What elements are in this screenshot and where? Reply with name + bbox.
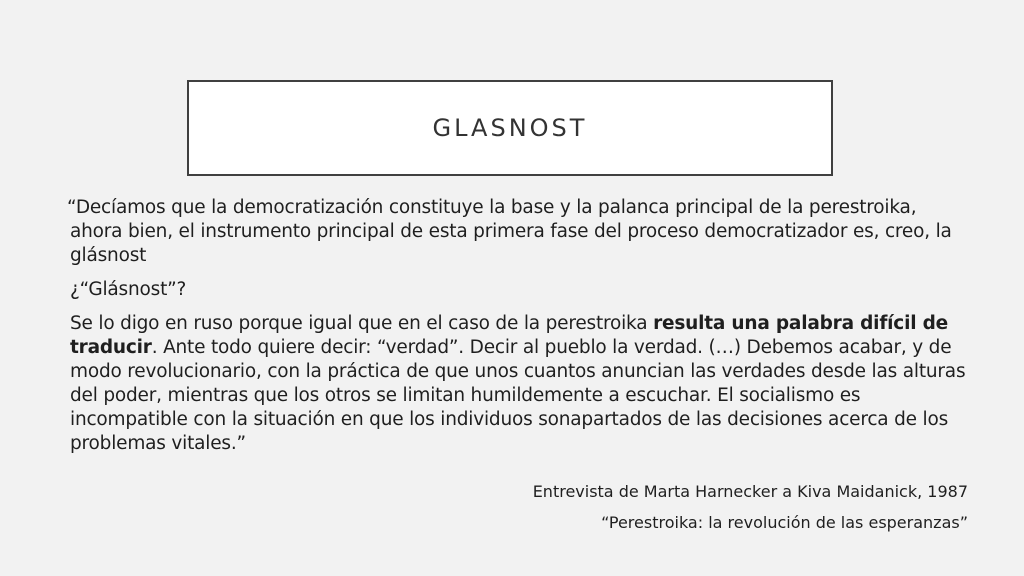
slide-title: GLASNOST (432, 114, 588, 142)
quote-paragraph-3 (70, 312, 970, 456)
quote-paragraph-1: “Decíamos que la democratización constituye la base y la palanca principal de la perestroika, ahora bien, el instrumento principal de esta primera fase del proceso democratizador es, creo, la glásnost (67, 197, 952, 266)
quote-paragraph-3-intro: Se lo digo en ruso porque igual que en el caso de la perestroika (70, 313, 654, 334)
quote-body (67, 196, 970, 466)
title-box (187, 80, 833, 176)
source-interview: Entrevista de Marta Harnecker a Kiva Maidanick, 1987 (532, 482, 968, 501)
quote-paragraph-2: ¿“Glásnost”? (70, 279, 187, 300)
source-book-title: “Perestroika: la revolución de las esperanzas” (601, 513, 968, 532)
quote-paragraph-3-rest: . Ante todo quiere decir: “verdad”. Decir al pueblo la verdad. (…) Debemos acabar, y de modo revolucionario, con la práctica de que unos cuantos anuncian las verdades desde las alturas del poder, mientras que los otros se limitan humildemente a escuchar. El socialismo es incompatible con la situación en que los individuos sonapartados de las decisiones acerca de los problemas vitales.” (70, 337, 966, 454)
quote-emphasis: resulta una palabra difícil de traducir (70, 313, 948, 358)
